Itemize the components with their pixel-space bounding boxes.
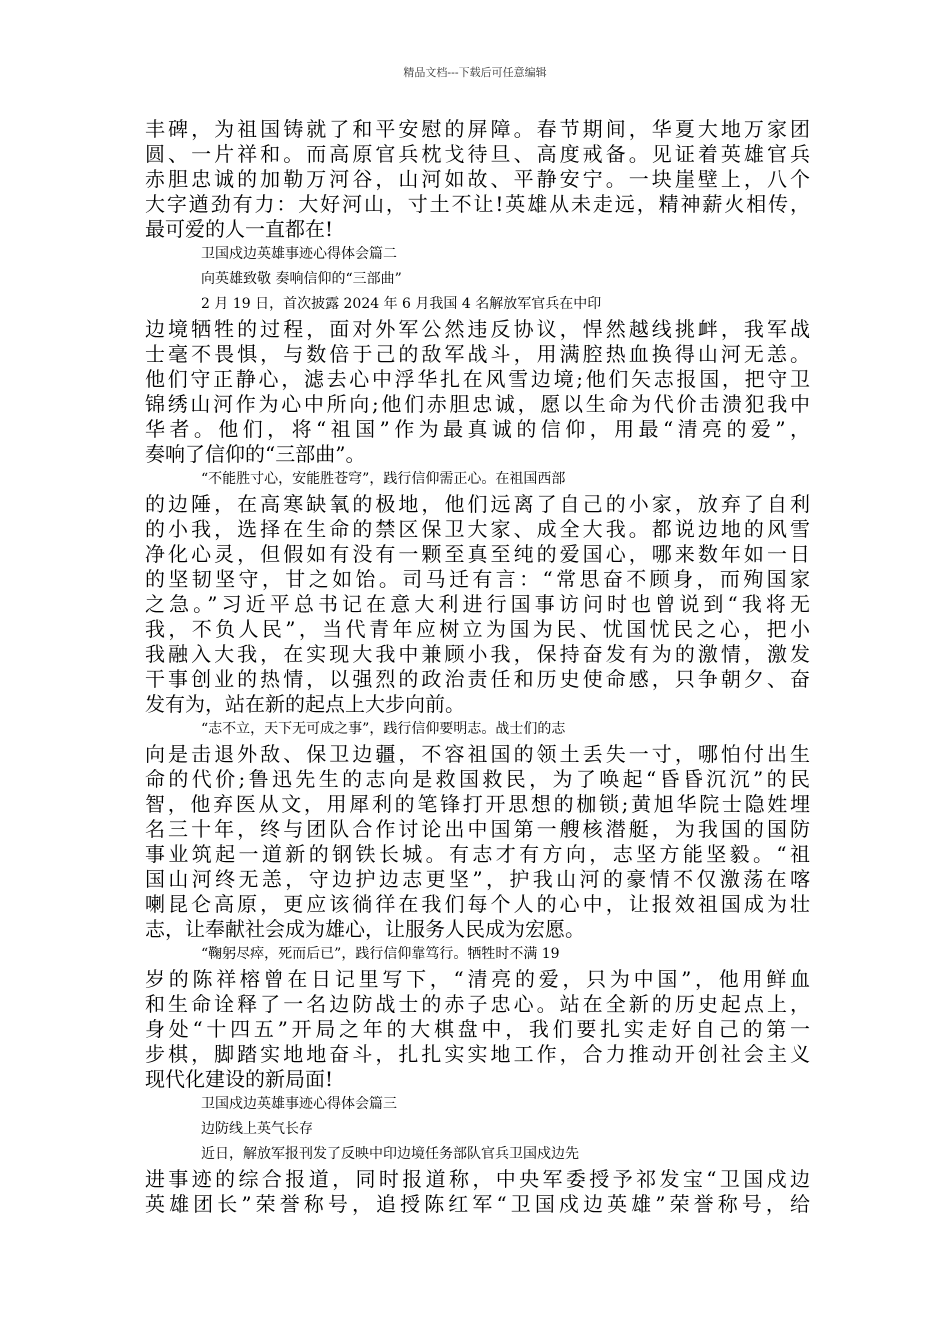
text-line: 赤胆忠诚的加勒万河谷，山河如故、平静安宁。一块崖壁上，八个 (145, 167, 810, 191)
text-line: 现代化建设的新局面! (145, 1067, 334, 1091)
indented-line: 近日，解放军报刊发了反映中印边境任务部队官兵卫国戍边先 (201, 1146, 579, 1162)
indented-line: 卫国戍边英雄事迹心得体会篇三 (201, 1096, 397, 1112)
text-line: 向是击退外敌、保卫边疆，不容祖国的领土丢失一寸，哪怕付出生 (145, 742, 810, 766)
text-line: 净化心灵，但假如有没有一颗至真至纯的爱国心，哪来数年如一日 (145, 542, 810, 566)
text-line: 事业筑起一道新的钢铁长城。有志才有方向，志坚方能坚毅。“祖 (145, 842, 810, 866)
text-line: 身处“十四五”开局之年的大棋盘中，我们要扎实走好自己的第一 (145, 1017, 810, 1041)
text-line: 边境牺牲的过程，面对外军公然违反协议，悍然越线挑衅，我军战 (145, 317, 810, 341)
indented-line: 边防线上英气长存 (201, 1121, 313, 1137)
text-line: 士毫不畏惧，与数倍于己的敌军战斗，用满腔热血换得山河无恙。 (145, 342, 810, 366)
indented-line: “志不立，天下无可成之事”，践行信仰要明志。战士们的志 (201, 721, 566, 737)
text-line: 华者。他们，将“祖国”作为最真诚的信仰，用最“清亮的爱”， (145, 417, 810, 441)
indented-line: 2 月 19 日，首次披露 2024 年 6 月我国 4 名解放军官兵在中印 (201, 296, 602, 312)
text-line: 志，让奉献社会成为雄心，让服务人民成为宏愿。 (145, 917, 585, 941)
text-line: 大字遒劲有力：大好河山，寸土不让!英雄从未走远，精神薪火相传， (145, 192, 810, 216)
text-line: 之急。”习近平总书记在意大利进行国事访问时也曾说到“我将无 (145, 592, 810, 616)
text-line: 步棋，脚踏实地地奋斗，扎扎实实地工作，合力推动开创社会主义 (145, 1042, 810, 1066)
text-line: 发有为，站在新的起点上大步向前。 (145, 692, 465, 716)
text-line: 的坚韧坚守，甘之如饴。司马迁有言：“常思奋不顾身，而殉国家 (145, 567, 810, 591)
page-header: 精品文档---下载后可任意编辑 (403, 66, 547, 79)
text-line: 丰碑，为祖国铸就了和平安慰的屏障。春节期间，华夏大地万家团 (145, 117, 810, 141)
text-line: 英雄团长”荣誉称号，追授陈红军“卫国戍边英雄”荣誉称号，给 (145, 1192, 810, 1216)
text-line: 圆、一片祥和。而高原官兵枕戈待旦、高度戒备。见证着英雄官兵 (145, 142, 810, 166)
indented-line: “不能胜寸心，安能胜苍穹”，践行信仰需正心。在祖国西部 (201, 471, 566, 487)
text-line: 锦绣山河作为心中所向;他们赤胆忠诚，愿以生命为代价击溃犯我中 (145, 392, 810, 416)
text-line: 名三十年，终与团队合作讨论出中国第一艘核潜艇，为我国的国防 (145, 817, 810, 841)
text-line: 我，不负人民”，当代青年应树立为国为民、忧国忧民之心，把小 (145, 617, 810, 641)
text-line: 命的代价;鲁迅先生的志向是救国救民，为了唤起“昏昏沉沉”的民 (145, 767, 810, 791)
text-line: 智，他弃医从文，用犀利的笔锋打开思想的枷锁;黄旭华院士隐姓埋 (145, 792, 810, 816)
text-line: 国山河终无恙，守边护边志更坚”，护我山河的豪情不仅激荡在喀 (145, 867, 810, 891)
text-line: 他们守正静心，滤去心中浮华扎在风雪边境;他们矢志报国，把守卫 (145, 367, 810, 391)
text-line: 喇昆仑高原，更应该徜徉在我们每个人的心中，让报效祖国成为壮 (145, 892, 810, 916)
document-body (145, 117, 810, 1217)
text-line: 奏响了信仰的“三部曲”。 (145, 442, 366, 466)
text-line: 岁的陈祥榕曾在日记里写下，“清亮的爱，只为中国”，他用鲜血 (145, 967, 810, 991)
text-line: 最可爱的人一直都在! (145, 217, 334, 241)
text-line: 我融入大我，在实现大我中兼顾小我，保持奋发有为的激情，激发 (145, 642, 810, 666)
indented-line: 向英雄致敬 奏响信仰的“三部曲” (201, 271, 402, 287)
text-line: 的小我，选择在生命的禁区保卫大家、成全大我。都说边地的风雪 (145, 517, 810, 541)
text-line: 干事创业的热情，以强烈的政治责任和历史使命感，只争朝夕、奋 (145, 667, 810, 691)
text-line: 的边陲，在高寒缺氧的极地，他们远离了自己的小家，放弃了自利 (145, 492, 810, 516)
indented-line: 卫国戍边英雄事迹心得体会篇二 (201, 246, 397, 262)
text-line: 和生命诠释了一名边防战士的赤子忠心。站在全新的历史起点上， (145, 992, 810, 1016)
indented-line: “鞠躬尽瘁，死而后已”，践行信仰靠笃行。牺牲时不满 19 (201, 946, 560, 962)
text-line: 进事迹的综合报道，同时报道称，中央军委授予祁发宝“卫国戍边 (145, 1167, 810, 1191)
